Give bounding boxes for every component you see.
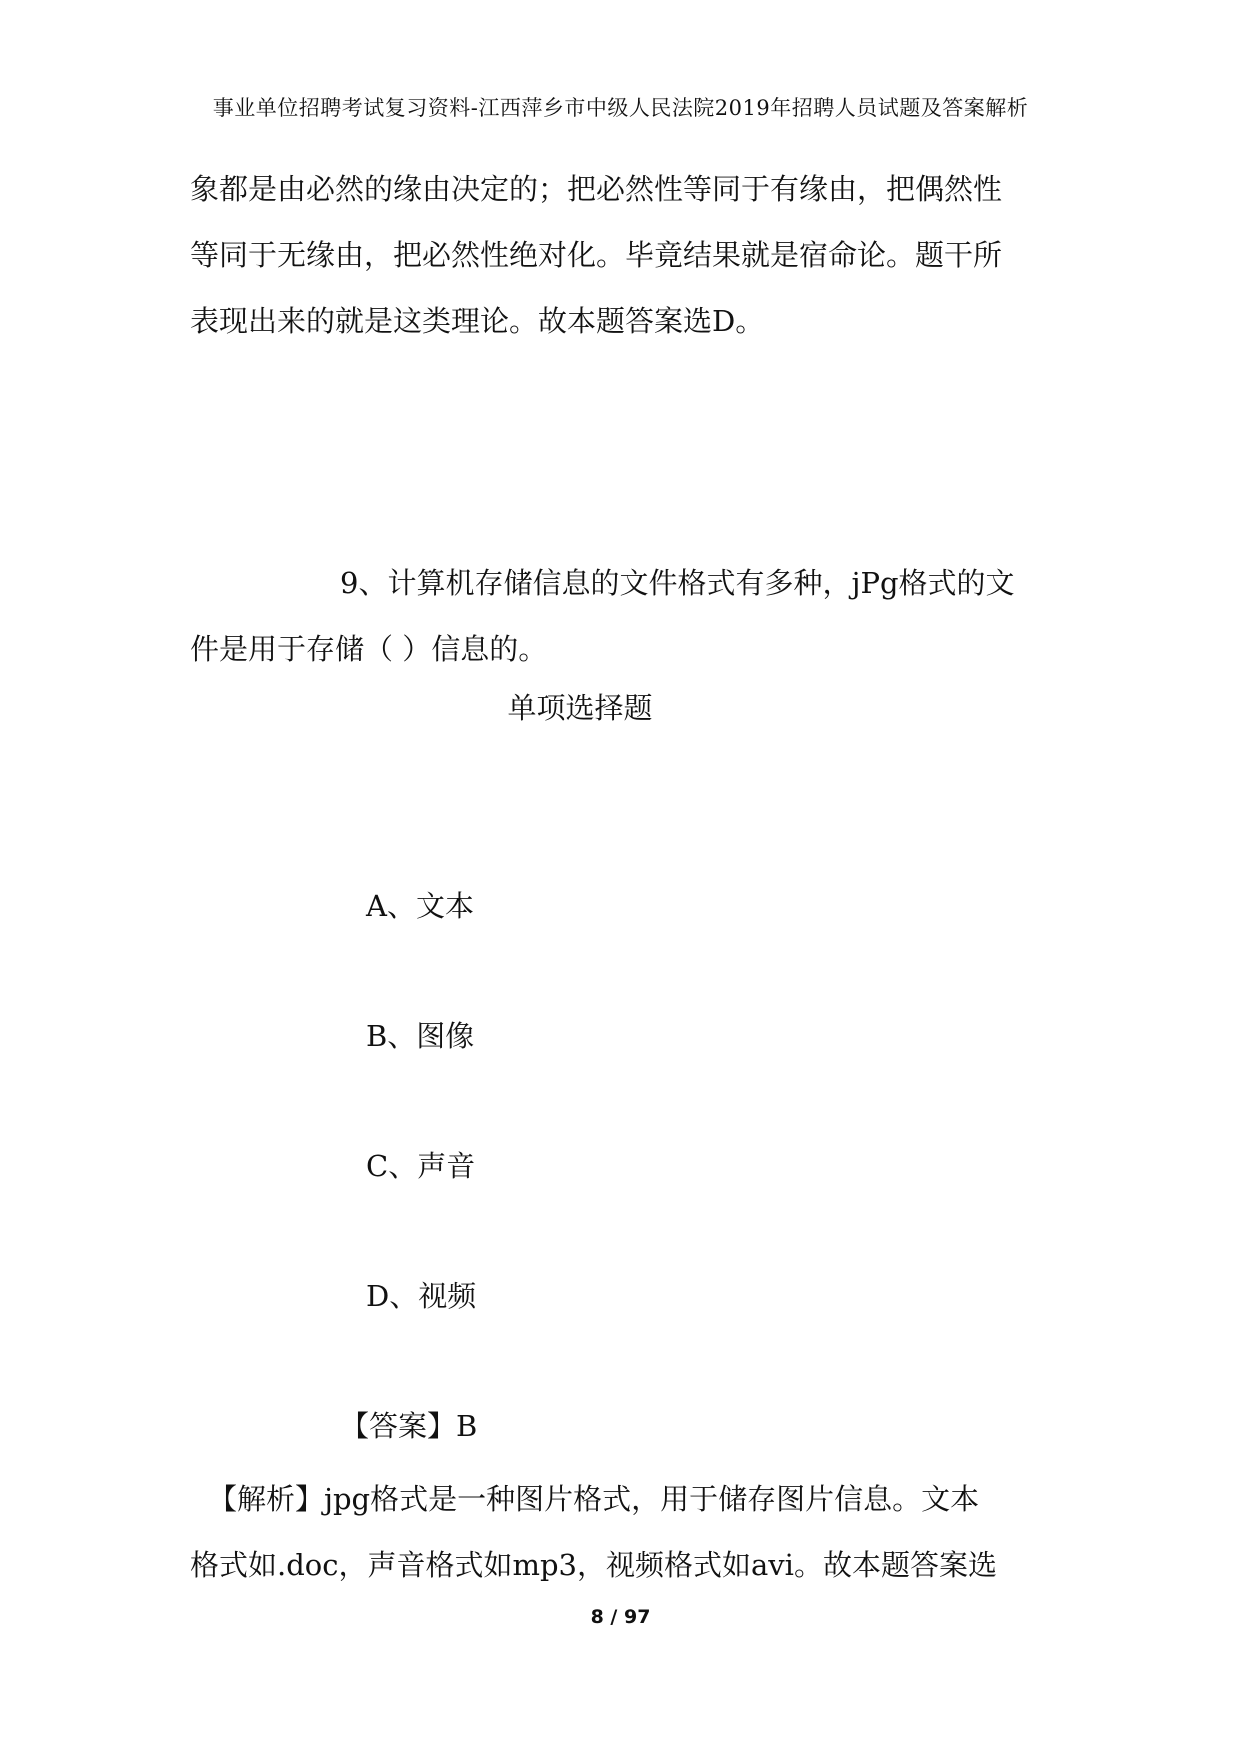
document-header: 事业单位招聘考试复习资料-江西萍乡市中级人民法院2019年招聘人员试题及答案解析: [212, 96, 1029, 120]
option-d: D、视频: [366, 1279, 477, 1313]
page-number: 8 / 97: [590, 1606, 651, 1628]
option-b: B、图像: [366, 1019, 475, 1053]
analysis-line: 【解析】jpg格式是一种图片格式，用于储存图片信息。文本: [208, 1482, 980, 1516]
analysis-line: 格式如.doc，声音格式如mp3，视频格式如avi。故本题答案选: [190, 1548, 997, 1582]
question-line: 件是用于存储（ ）信息的。: [190, 632, 548, 666]
text-line: 等同于无缘由，把必然性绝对化。毕竟结果就是宿命论。题干所: [190, 238, 1003, 272]
option-a: A、文本: [366, 889, 474, 923]
question-line: 9、计算机存储信息的文件格式有多种，jPg格式的文: [340, 566, 1015, 600]
text-line: 表现出来的就是这类理论。故本题答案选D。: [190, 304, 765, 338]
analysis-block: [190, 1466, 1060, 1598]
previous-analysis-continuation: [190, 156, 1060, 354]
option-c: C、声音: [366, 1149, 476, 1183]
question-type-label: 单项选择题: [507, 691, 653, 725]
text-line: 象都是由必然的缘由决定的；把必然性等同于有缘由，把偶然性: [190, 172, 1003, 206]
answer-line: 【答案】B: [340, 1409, 478, 1443]
question-stem: [190, 550, 1060, 682]
